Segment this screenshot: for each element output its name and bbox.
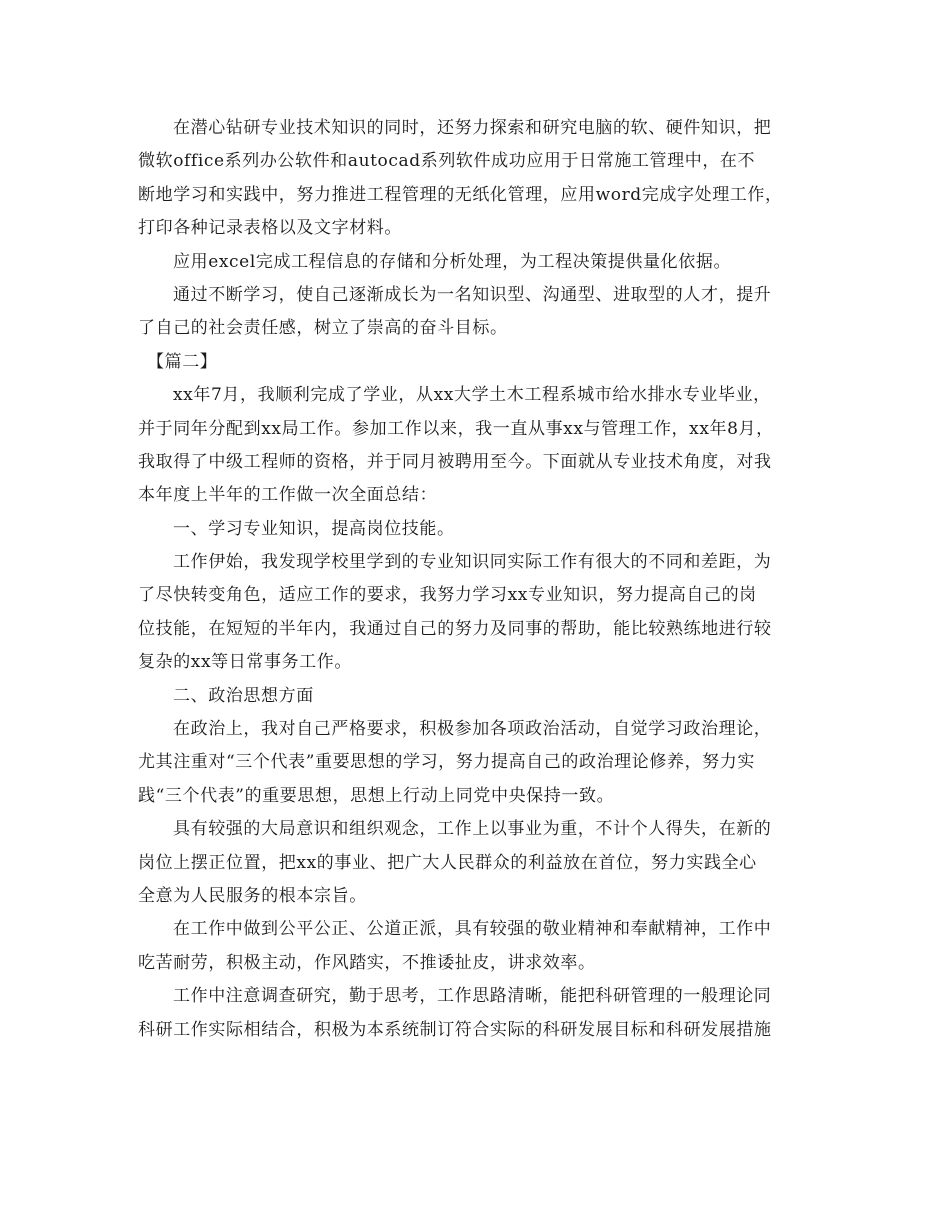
text-line: 工作伊始，我发现学校里学到的专业知识同实际工作有很大的不同和差距，为 xyxy=(173,552,772,573)
text-line: 在潜心钻研专业技术知识的同时，还努力探索和研究电脑的软、硬件知识，把 xyxy=(173,118,772,138)
text-line: 岗位上摆正位置，把xx的事业、把广大人民群众的利益放在首位，努力实践全心 xyxy=(138,852,757,873)
text-line: 具有较强的大局意识和组织观念，工作上以事业为重，不计个人得失，在新的 xyxy=(173,819,772,840)
text-line: 尤其注重对“三个代表”重要思想的学习，努力提高自己的政治理论修养，努力实 xyxy=(138,752,755,773)
document-page xyxy=(138,112,814,1047)
text-line: 了自己的社会责任感，树立了崇高的奋斗目标。 xyxy=(138,318,508,339)
text-line: 科研工作实际相结合，积极为本系统制订符合实际的科研发展目标和科研发展措施 xyxy=(138,1019,772,1040)
text-line: 在政治上，我对自己严格要求，积极参加各项政治活动，自觉学习政治理论， xyxy=(173,719,772,740)
text-line: 践“三个代表”的重要思想，思想上行动上同党中央保持一致。 xyxy=(138,785,615,806)
text-line: 复杂的xx等日常事务工作。 xyxy=(138,652,352,673)
text-line: 在工作中做到公平公正、公道正派，具有较强的敬业精神和奉献精神，工作中 xyxy=(173,919,772,940)
text-line: xx年7月，我顺利完成了学业，从xx大学土木工程系城市给水排水专业毕业， xyxy=(173,385,771,406)
subsection-heading: 一、学习专业知识，提高岗位技能。 xyxy=(173,518,455,539)
text-line: 断地学习和实践中，努力推进工程管理的无纸化管理，应用word完成字处理工作， xyxy=(138,184,783,205)
text-line: 全意为人民服务的根本宗旨。 xyxy=(138,885,367,906)
text-line: 并于同年分配到xx局工作。参加工作以来，我一直从事xx与管理工作，xx年8月， xyxy=(138,418,774,439)
text-line: 本年度上半年的工作做一次全面总结： xyxy=(138,485,438,506)
text-line: 工作中注意调查研究，勤于思考，工作思路清晰，能把科研管理的一般理论同 xyxy=(173,986,772,1007)
text-line: 我取得了中级工程师的资格，并于同月被聘用至今。下面就从专业技术角度，对我 xyxy=(138,451,772,472)
text-line: 打印各种记录表格以及文字材料。 xyxy=(138,218,402,239)
text-line: 通过不断学习，使自己逐渐成长为一名知识型、沟通型、进取型的人才，提升 xyxy=(173,284,772,305)
text-line: 了尽快转变角色，适应工作的要求，我努力学习xx专业知识，努力提高自己的岗 xyxy=(138,585,757,606)
text-line: 位技能，在短短的半年内，我通过自己的努力及同事的帮助，能比较熟练地进行较 xyxy=(138,618,772,639)
section-heading: 【篇二】 xyxy=(147,351,218,372)
text-line: 应用excel完成工程信息的存储和分析处理，为工程决策提供量化依据。 xyxy=(173,251,732,272)
subsection-heading: 二、政治思想方面 xyxy=(173,685,314,706)
text-line: 微软office系列办公软件和autocad系列软件成功应用于日常施工管理中，在不 xyxy=(138,151,756,172)
text-line: 吃苦耐劳，积极主动，作风踏实，不推诿扯皮，讲求效率。 xyxy=(138,952,596,973)
